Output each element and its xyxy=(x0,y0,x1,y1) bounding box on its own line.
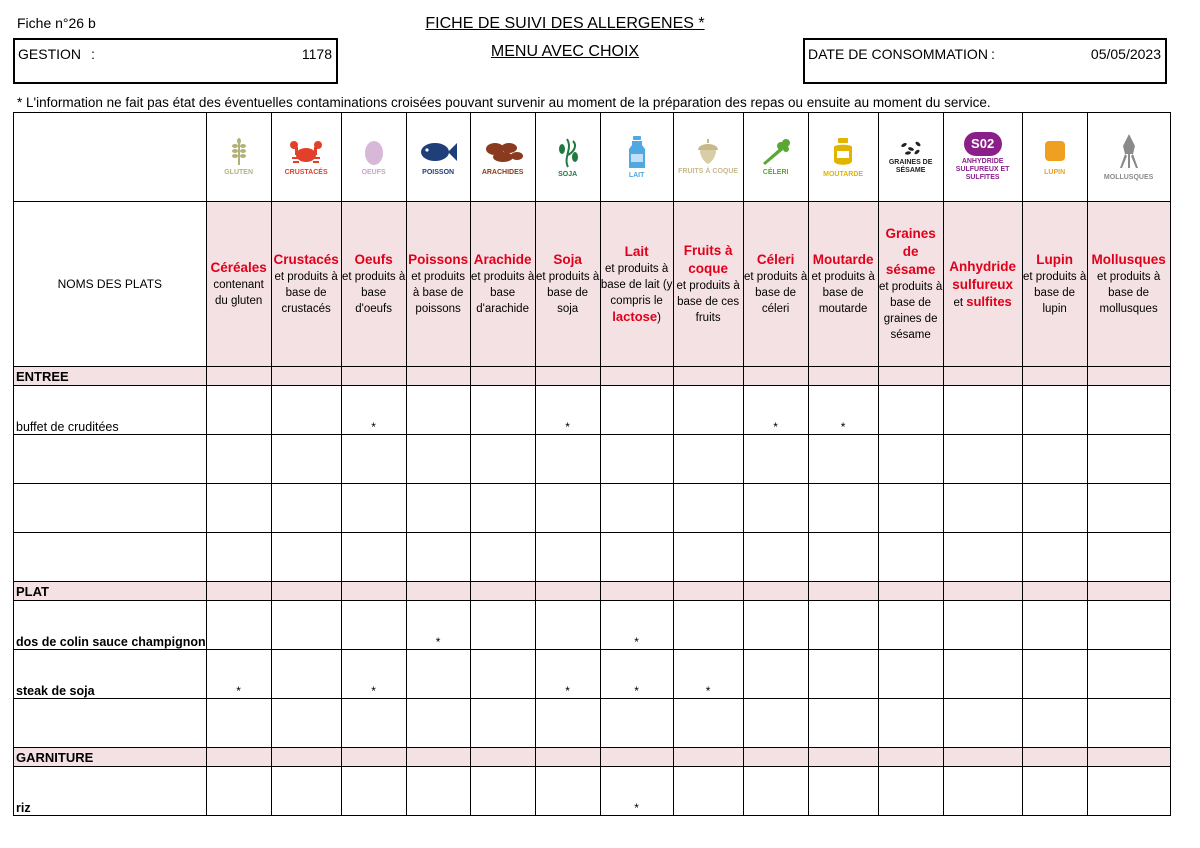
allergen-name: Céleri xyxy=(756,252,795,267)
allergen-description xyxy=(471,269,535,317)
allergen-mark xyxy=(943,699,1022,748)
allergen-mark xyxy=(878,601,943,650)
allergen-mark: * xyxy=(673,650,743,699)
section-empty-cell xyxy=(470,748,535,767)
allergen-mark xyxy=(206,386,271,435)
allergen-mark xyxy=(943,484,1022,533)
allergen-mark xyxy=(406,484,470,533)
section-empty-cell xyxy=(271,748,341,767)
allergen-icon-cell xyxy=(470,113,535,202)
allergen-mark xyxy=(1022,386,1087,435)
allergen-mark xyxy=(535,484,600,533)
soy-icon xyxy=(536,135,600,169)
table-row xyxy=(14,484,1171,533)
allergen-mark xyxy=(535,601,600,650)
allergen-mark xyxy=(673,699,743,748)
section-empty-cell xyxy=(406,582,470,601)
section-empty-cell xyxy=(341,748,406,767)
allergen-icon-cell xyxy=(406,113,470,202)
allergen-name: Crustacés xyxy=(273,252,339,267)
allergen-name: Mollusques xyxy=(1091,252,1166,267)
gestion-value: 1178 xyxy=(301,46,332,62)
allergen-description xyxy=(272,269,341,317)
allergen-header xyxy=(808,202,878,367)
allergen-header xyxy=(535,202,600,367)
allergen-desc-text: et xyxy=(953,296,964,309)
allergen-mark: * xyxy=(600,601,673,650)
allergen-desc-text: et produits à base d'arachide xyxy=(470,271,535,315)
allergen-mark xyxy=(600,484,673,533)
table-row xyxy=(14,386,1171,435)
wheat-icon xyxy=(207,137,271,167)
so2-icon xyxy=(944,132,1022,156)
allergen-icon-label: MOLLUSQUES xyxy=(1103,174,1154,181)
allergen-header xyxy=(470,202,535,367)
table-row xyxy=(14,435,1171,484)
section-empty-cell xyxy=(943,367,1022,386)
allergen-icon-label: MOUTARDE xyxy=(823,171,864,178)
section-empty-cell xyxy=(271,582,341,601)
allergen-name: Graines de sésame xyxy=(885,226,936,277)
section-empty-cell xyxy=(943,748,1022,767)
table-row xyxy=(14,533,1171,582)
allergen-mark xyxy=(673,767,743,816)
mustard-icon xyxy=(809,135,878,169)
celery-icon xyxy=(744,137,808,167)
allergen-desc-text: et produits à base de crustacés xyxy=(274,271,338,315)
allergen-icon-label: GRAINES DE SÉSAME xyxy=(888,159,933,174)
allergen-mark xyxy=(1022,650,1087,699)
allergen-mark xyxy=(271,386,341,435)
allergen-mark: * xyxy=(808,386,878,435)
allergen-mark: * xyxy=(600,767,673,816)
squid-icon xyxy=(1088,132,1170,172)
allergen-name: Arachide xyxy=(473,252,532,267)
section-empty-cell xyxy=(600,748,673,767)
allergen-mark xyxy=(743,650,808,699)
allergen-mark xyxy=(271,699,341,748)
allergen-icon-cell xyxy=(341,113,406,202)
section-empty-cell xyxy=(878,582,943,601)
section-empty-cell xyxy=(743,367,808,386)
allergen-mark xyxy=(1022,699,1087,748)
section-empty-cell xyxy=(1087,367,1170,386)
fiche-number: Fiche n°26 b xyxy=(17,15,96,31)
fish-icon xyxy=(407,137,470,167)
allergen-mark xyxy=(341,767,406,816)
dish-name xyxy=(14,484,207,533)
allergen-mark xyxy=(600,533,673,582)
milk-icon xyxy=(601,134,673,170)
section-empty-cell xyxy=(943,582,1022,601)
allergen-mark xyxy=(406,650,470,699)
allergen-mark xyxy=(271,484,341,533)
allergen-mark xyxy=(470,386,535,435)
section-empty-cell xyxy=(470,367,535,386)
dish-name: riz xyxy=(14,767,207,816)
dish-name xyxy=(14,533,207,582)
allergen-mark xyxy=(271,767,341,816)
allergen-mark xyxy=(406,386,470,435)
allergen-mark xyxy=(943,386,1022,435)
contamination-note: * L'information ne fait pas état des éventuelles contaminations croisées pouvant survenir au moment de la préparation des repas ou ensuite au moment du service. xyxy=(17,95,991,110)
allergen-mark xyxy=(1087,533,1170,582)
section-empty-cell xyxy=(271,367,341,386)
allergen-mark xyxy=(878,484,943,533)
allergen-mark: * xyxy=(341,650,406,699)
section-empty-cell xyxy=(206,367,271,386)
section-empty-cell xyxy=(1022,582,1087,601)
allergen-desc-text: contenant du gluten xyxy=(213,279,264,307)
allergen-mark xyxy=(808,699,878,748)
allergen-icon-cell xyxy=(271,113,341,202)
allergen-desc-text: et produits à base de moutarde xyxy=(811,271,875,315)
gestion-box xyxy=(13,38,338,84)
allergen-header xyxy=(600,202,673,367)
allergen-table xyxy=(13,112,1171,816)
lupin-icon xyxy=(1023,137,1087,167)
date-box xyxy=(803,38,1167,84)
allergen-mark xyxy=(535,435,600,484)
allergen-header xyxy=(1087,202,1170,367)
allergen-mark xyxy=(808,533,878,582)
allergen-mark: * xyxy=(600,650,673,699)
table-row xyxy=(14,601,1171,650)
allergen-mark xyxy=(878,533,943,582)
allergen-mark xyxy=(1022,601,1087,650)
section-empty-cell xyxy=(743,748,808,767)
allergen-mark xyxy=(1087,650,1170,699)
allergen-mark xyxy=(943,533,1022,582)
allergen-mark xyxy=(743,699,808,748)
allergen-header xyxy=(1022,202,1087,367)
section-empty-cell xyxy=(673,582,743,601)
allergen-mark xyxy=(1022,435,1087,484)
allergen-mark xyxy=(206,767,271,816)
allergen-mark xyxy=(535,767,600,816)
allergen-icon-label: CRUSTACÉS xyxy=(284,169,328,176)
allergen-icon-cell xyxy=(206,113,271,202)
allergen-mark: * xyxy=(535,650,600,699)
peanut-icon xyxy=(471,137,535,167)
section-empty-cell xyxy=(406,748,470,767)
allergen-mark xyxy=(470,533,535,582)
allergen-desc-text: et produits à base de ces fruits xyxy=(676,280,740,324)
section-name: PLAT xyxy=(14,582,207,601)
allergen-header xyxy=(406,202,470,367)
allergen-emphasis: sulfites xyxy=(966,293,1012,309)
allergen-mark xyxy=(743,533,808,582)
section-empty-cell xyxy=(1087,748,1170,767)
allergen-mark: * xyxy=(406,601,470,650)
section-empty-cell xyxy=(878,748,943,767)
allergen-icon-label: FRUITS À COQUE xyxy=(678,168,739,175)
allergen-description xyxy=(407,269,470,317)
allergen-description xyxy=(809,269,878,317)
egg-icon xyxy=(342,137,406,167)
empty-corner-cell xyxy=(14,113,207,202)
allergen-icon-cell xyxy=(1087,113,1170,202)
allergen-mark xyxy=(406,767,470,816)
allergen-icon-cell xyxy=(1022,113,1087,202)
allergen-desc-suffix: ) xyxy=(657,311,661,324)
allergen-mark xyxy=(943,767,1022,816)
allergen-desc-text: et produits à base de céleri xyxy=(743,271,808,315)
allergen-name: Céréales xyxy=(210,260,267,275)
allergen-mark xyxy=(878,386,943,435)
allergen-mark: * xyxy=(341,386,406,435)
allergen-mark xyxy=(406,435,470,484)
dish-name xyxy=(14,699,207,748)
section-row xyxy=(14,748,1171,767)
section-empty-cell xyxy=(341,367,406,386)
allergen-mark xyxy=(673,484,743,533)
allergen-icon-cell xyxy=(743,113,808,202)
allergen-mark xyxy=(271,601,341,650)
section-empty-cell xyxy=(206,748,271,767)
allergen-mark xyxy=(271,650,341,699)
allergen-mark xyxy=(271,435,341,484)
date-label: DATE DE CONSOMMATION xyxy=(808,46,988,62)
allergen-description xyxy=(944,294,1022,311)
allergen-name: Poissons xyxy=(408,252,469,267)
allergen-header-row xyxy=(14,202,1171,367)
allergen-icon-label: ANHYDRIDE SULFUREUX ET SULFITES xyxy=(955,158,1010,181)
allergen-mark xyxy=(1087,699,1170,748)
allergen-mark xyxy=(943,435,1022,484)
allergen-mark xyxy=(206,601,271,650)
section-empty-cell xyxy=(743,582,808,601)
allergen-description xyxy=(1088,269,1170,317)
allergen-mark xyxy=(1022,484,1087,533)
allergen-mark xyxy=(470,435,535,484)
allergen-mark xyxy=(470,484,535,533)
allergen-mark xyxy=(341,435,406,484)
allergen-mark xyxy=(535,533,600,582)
dish-name xyxy=(14,435,207,484)
allergen-mark xyxy=(1087,484,1170,533)
allergen-mark xyxy=(743,767,808,816)
dish-name: dos de colin sauce champignon xyxy=(14,601,207,650)
allergen-mark xyxy=(673,533,743,582)
allergen-icon-label: POISSON xyxy=(422,169,455,176)
allergen-mark xyxy=(943,650,1022,699)
section-empty-cell xyxy=(535,367,600,386)
allergen-name: Fruits à coque xyxy=(683,243,733,276)
dish-name: buffet de cruditées xyxy=(14,386,207,435)
section-name: ENTREE xyxy=(14,367,207,386)
allergen-desc-text: et produits à base de mollusques xyxy=(1096,271,1161,315)
allergen-desc-text: et produits à base de poissons xyxy=(411,271,465,315)
allergen-mark xyxy=(406,533,470,582)
allergen-icon-label: ARACHIDES xyxy=(481,169,524,176)
allergen-name: Moutarde xyxy=(812,252,874,267)
allergen-mark xyxy=(470,699,535,748)
allergen-mark xyxy=(206,435,271,484)
allergen-description xyxy=(342,269,406,317)
allergen-desc-text: et produits à base de graines de sésame xyxy=(878,281,943,341)
allergen-mark: * xyxy=(743,386,808,435)
allergen-mark xyxy=(743,484,808,533)
allergen-mark xyxy=(743,601,808,650)
allergen-icon-label: LAIT xyxy=(628,172,645,179)
allergen-mark: * xyxy=(535,386,600,435)
allergen-mark xyxy=(1022,767,1087,816)
allergen-icon-cell xyxy=(600,113,673,202)
section-empty-cell xyxy=(878,367,943,386)
allergen-description xyxy=(536,269,600,317)
allergen-icon-label: CÉLERI xyxy=(762,169,789,176)
allergen-name: Oeufs xyxy=(354,252,393,267)
allergen-icon-cell xyxy=(673,113,743,202)
allergen-desc-text: et produits à base d'oeufs xyxy=(341,271,406,315)
section-empty-cell xyxy=(535,582,600,601)
allergen-header xyxy=(743,202,808,367)
allergen-mark xyxy=(743,435,808,484)
allergen-mark xyxy=(1087,767,1170,816)
allergen-mark xyxy=(406,699,470,748)
date-value: 05/05/2023 xyxy=(1090,46,1161,62)
dish-names-header: NOMS DES PLATS xyxy=(14,202,207,367)
dish-name: steak de soja xyxy=(14,650,207,699)
allergen-description xyxy=(674,278,743,326)
page-title: FICHE DE SUIVI DES ALLERGENES * xyxy=(425,15,705,32)
allergen-icon-label: SOJA xyxy=(558,171,578,178)
allergen-description xyxy=(207,277,271,309)
allergen-mark xyxy=(943,601,1022,650)
allergen-header xyxy=(341,202,406,367)
section-empty-cell xyxy=(535,748,600,767)
section-empty-cell xyxy=(206,582,271,601)
allergen-header xyxy=(878,202,943,367)
allergen-description xyxy=(1023,269,1087,317)
section-empty-cell xyxy=(808,582,878,601)
gestion-label: GESTION xyxy=(18,46,82,62)
section-empty-cell xyxy=(1022,367,1087,386)
section-empty-cell xyxy=(673,367,743,386)
allergen-mark xyxy=(600,386,673,435)
allergen-description xyxy=(879,279,943,343)
allergen-name: Lait xyxy=(624,243,649,259)
allergen-mark xyxy=(470,650,535,699)
allergen-mark xyxy=(808,767,878,816)
allergen-name: Anhydride sulfureux xyxy=(949,258,1016,292)
allergen-mark xyxy=(1087,601,1170,650)
allergen-icon-label: GLUTEN xyxy=(224,169,254,176)
allergen-icon-cell xyxy=(943,113,1022,202)
allergen-mark xyxy=(808,650,878,699)
table-row xyxy=(14,767,1171,816)
allergen-mark xyxy=(341,533,406,582)
allergen-mark xyxy=(878,767,943,816)
date-separator: : xyxy=(991,46,995,62)
section-row xyxy=(14,582,1171,601)
gestion-separator: : xyxy=(91,46,95,62)
section-empty-cell xyxy=(808,748,878,767)
allergen-mark xyxy=(878,699,943,748)
allergen-icon-cell xyxy=(808,113,878,202)
allergen-description xyxy=(601,261,673,326)
allergen-mark xyxy=(600,435,673,484)
allergen-mark xyxy=(206,699,271,748)
allergen-mark xyxy=(808,435,878,484)
section-empty-cell xyxy=(600,367,673,386)
table-row xyxy=(14,699,1171,748)
allergen-desc-text: et produits à base de lupin xyxy=(1022,271,1087,315)
allergen-mark xyxy=(878,435,943,484)
allergen-mark xyxy=(470,601,535,650)
section-empty-cell xyxy=(341,582,406,601)
allergen-mark xyxy=(271,533,341,582)
allergen-mark: * xyxy=(206,650,271,699)
allergen-mark xyxy=(600,699,673,748)
allergen-mark xyxy=(341,601,406,650)
section-empty-cell xyxy=(470,582,535,601)
crab-icon xyxy=(272,137,341,167)
allergen-mark xyxy=(1087,435,1170,484)
allergen-header xyxy=(943,202,1022,367)
section-empty-cell xyxy=(1022,748,1087,767)
allergen-mark xyxy=(341,484,406,533)
allergen-header xyxy=(673,202,743,367)
nut-icon xyxy=(674,138,743,166)
allergen-emphasis: lactose xyxy=(612,308,658,324)
page-subtitle: MENU AVEC CHOIX xyxy=(490,43,640,60)
allergen-icon-label: OEUFS xyxy=(361,169,386,176)
allergen-name: Soja xyxy=(553,252,582,267)
allergen-mark xyxy=(808,484,878,533)
allergen-mark xyxy=(1087,386,1170,435)
allergen-header xyxy=(271,202,341,367)
allergen-mark xyxy=(1022,533,1087,582)
allergen-desc-text: et produits à base de lait (y compris le xyxy=(600,262,673,307)
allergen-mark xyxy=(206,484,271,533)
sesame-icon xyxy=(879,139,943,157)
allergen-description xyxy=(744,269,808,317)
allergen-mark xyxy=(673,435,743,484)
icon-row xyxy=(14,113,1171,202)
allergen-mark xyxy=(673,601,743,650)
section-empty-cell xyxy=(808,367,878,386)
allergen-mark xyxy=(878,650,943,699)
so2-badge: S02 xyxy=(964,132,1002,156)
section-empty-cell xyxy=(600,582,673,601)
allergen-mark xyxy=(341,699,406,748)
allergen-icon-cell xyxy=(535,113,600,202)
section-empty-cell xyxy=(1087,582,1170,601)
table-row xyxy=(14,650,1171,699)
section-empty-cell xyxy=(406,367,470,386)
allergen-icon-label: LUPIN xyxy=(1044,169,1066,176)
allergen-mark xyxy=(206,533,271,582)
section-name: GARNITURE xyxy=(14,748,207,767)
allergen-mark xyxy=(470,767,535,816)
allergen-name: Lupin xyxy=(1036,252,1073,267)
allergen-mark xyxy=(673,386,743,435)
allergen-header xyxy=(206,202,271,367)
section-empty-cell xyxy=(673,748,743,767)
allergen-mark xyxy=(808,601,878,650)
section-row xyxy=(14,367,1171,386)
allergen-icon-cell xyxy=(878,113,943,202)
allergen-mark xyxy=(535,699,600,748)
allergen-desc-text: et produits à base de soja xyxy=(535,271,600,315)
